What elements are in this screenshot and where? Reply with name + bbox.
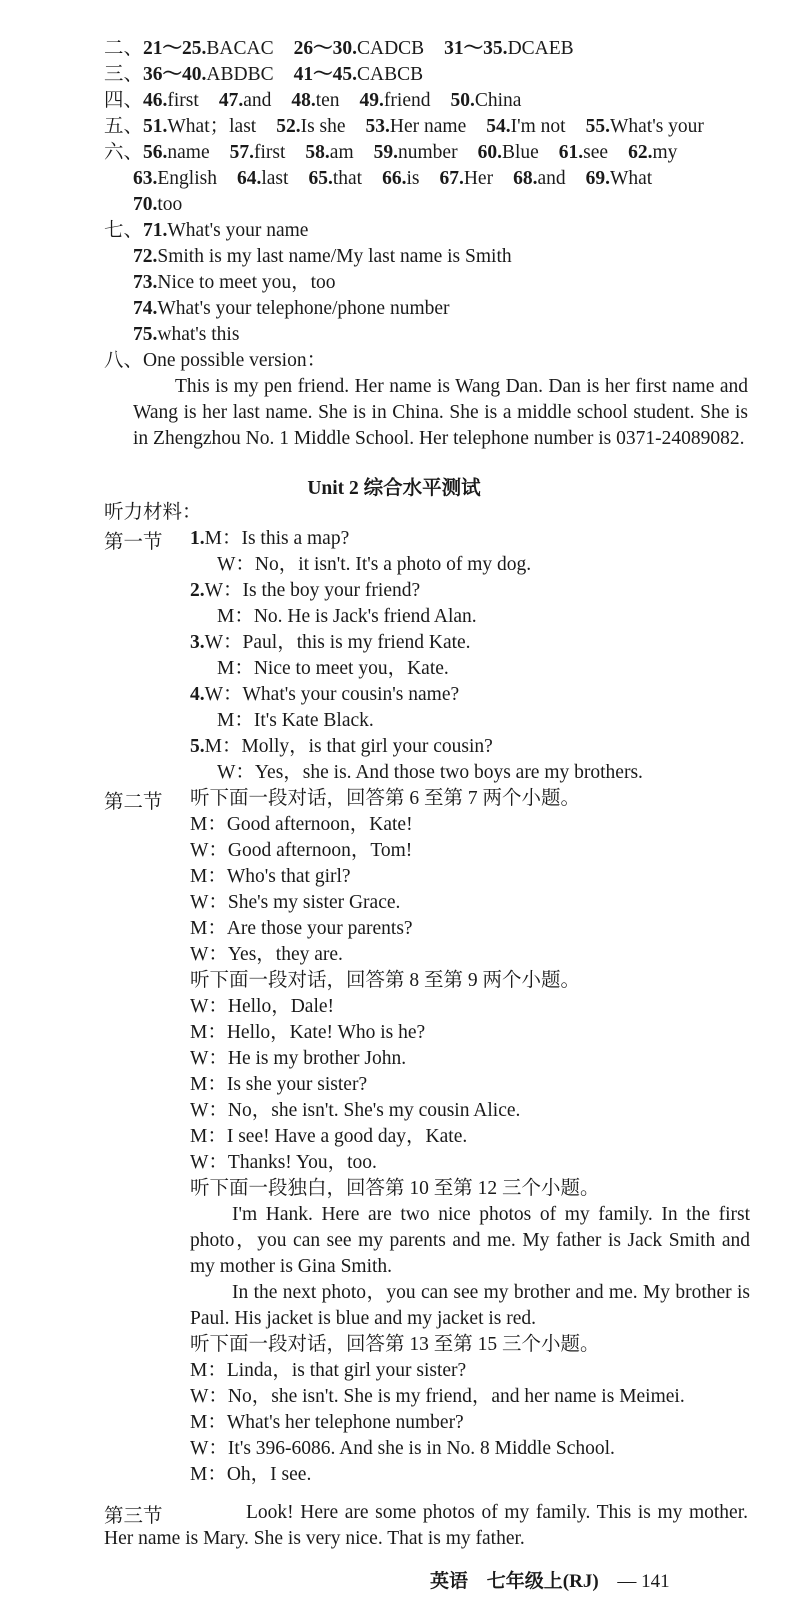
answer-item — [219, 90, 272, 111]
dialogue-line: W：It's 396-6086. And she is in No. 8 Middle School. — [190, 1438, 615, 1459]
dialogue-text: W：Paul，this is my friend Kate. — [204, 632, 471, 653]
answer-item — [133, 194, 182, 215]
answer-text: what's this — [157, 324, 240, 345]
section-2-body — [190, 786, 754, 1488]
answer-item — [366, 116, 467, 137]
dialogue-text: M：Is this a map? — [204, 528, 350, 549]
question-number: 56. — [143, 142, 168, 163]
dialogue-line: W：Good afternoon，Tom! — [190, 840, 413, 861]
dialogue-line: M：What's her telephone number? — [190, 1412, 464, 1433]
answer-text: that — [332, 168, 363, 189]
question-number: 70. — [133, 194, 158, 215]
answer-text: What；last — [167, 116, 257, 137]
answer-item — [133, 272, 336, 293]
dialogue-text: W：What's your cousin's name? — [204, 684, 460, 705]
answer-row — [104, 36, 764, 62]
question-number: 49. — [359, 90, 384, 111]
answer-item — [143, 38, 274, 59]
dialogue-line: W：Hello，Dale! — [190, 996, 335, 1017]
answer-text: name — [167, 142, 210, 163]
dialogue-line: M：I see! Have a good day，Kate. — [190, 1126, 468, 1147]
section-label: 第三节 — [104, 1506, 163, 1527]
answer-text: and — [537, 168, 566, 189]
answer-row — [104, 270, 764, 296]
answer-item — [586, 168, 653, 189]
answer-item — [439, 168, 493, 189]
question-number: 58. — [305, 142, 330, 163]
dialogue-text: M：No. He is Jack's friend Alan. — [217, 606, 477, 627]
section-3-text: Look! Here are some photos of my family. This is my mother. Her name is Mary. She is very nice. That is my father. — [104, 1502, 748, 1549]
question-number: 75. — [133, 324, 158, 345]
dialogue-line: W：He is my brother John. — [190, 1048, 407, 1069]
dialogue-line: 听下面一段对话，回答第 13 至第 15 三个小题。 — [190, 1334, 600, 1355]
answer-text: Blue — [501, 142, 539, 163]
answer-text: China — [474, 90, 522, 111]
answer-item — [628, 142, 677, 163]
dialogue-line: W：She's my sister Grace. — [190, 892, 401, 913]
answer-text: number — [398, 142, 458, 163]
question-number: 62. — [628, 142, 653, 163]
answer-row — [104, 192, 764, 218]
question-number: 60. — [477, 142, 502, 163]
dialogue-line: M：Are those your parents? — [190, 918, 413, 939]
dialogue-line — [190, 604, 754, 630]
monologue-paragraph: In the next photo，you can see my brother and me. My brother is Paul. His jacket is blue and my jacket is red. — [190, 1282, 750, 1329]
section-1-body — [190, 526, 754, 786]
dialogue-line — [190, 734, 754, 760]
question-number: 52. — [276, 116, 301, 137]
question-number: 4. — [190, 684, 205, 705]
section-label: 第一节 — [104, 532, 163, 553]
answer-item — [305, 142, 353, 163]
dialogue-line — [190, 526, 754, 552]
answer-item — [486, 116, 565, 137]
dialogue-line: 听下面一段独白，回答第 10 至第 12 三个小题。 — [190, 1178, 600, 1199]
dialogue-line: M：Hello，Kate! Who is he? — [190, 1022, 426, 1043]
dialogue-line: M：Is she your sister? — [190, 1074, 368, 1095]
question-number: 65. — [308, 168, 333, 189]
answer-text: Is she — [300, 116, 346, 137]
answer-text: What's your telephone/phone number — [157, 298, 450, 319]
answer-text: first — [254, 142, 286, 163]
answer-item — [294, 38, 425, 59]
answer-text: friend — [383, 90, 431, 111]
dialogue-text: M：It's Kate Black. — [217, 710, 374, 731]
dialogue-line — [190, 682, 754, 708]
answer-text: I'm not — [510, 116, 566, 137]
answer-item — [237, 168, 288, 189]
page-number: — 141 — [617, 1571, 670, 1592]
question-number: 48. — [291, 90, 316, 111]
dialogue-line: W：No，she isn't. She is my friend，and her name is Meimei. — [190, 1386, 685, 1407]
answer-section-number: 七、 — [104, 220, 144, 241]
answer-item — [478, 142, 539, 163]
question-number: 47. — [218, 90, 244, 111]
answer-text: am — [329, 142, 354, 163]
question-number: 50. — [450, 90, 475, 111]
answer-item — [513, 168, 566, 189]
question-number: 5. — [190, 736, 205, 757]
dialogue-line — [190, 708, 754, 734]
answer-section-number: 二、 — [104, 38, 144, 59]
monologue — [190, 1202, 750, 1332]
answer-row — [104, 166, 764, 192]
sample-essay — [133, 374, 748, 452]
monologue-paragraph: I'm Hank. Here are two nice photos of my family. In the first photo，you can see my parents and me. My father is Jack Smith and my mother is Gina Smith. — [190, 1204, 750, 1277]
answer-text: last — [261, 168, 289, 189]
answer-item — [143, 350, 326, 371]
answer-text: ABDBC — [206, 64, 274, 85]
question-number: 64. — [236, 168, 262, 189]
answer-row — [104, 140, 764, 166]
dialogue-line: W：Yes，they are. — [190, 944, 343, 965]
answer-text: One possible version： — [143, 350, 327, 371]
dialogue-line: W：Thanks! You，too. — [190, 1152, 377, 1173]
question-number: 54. — [486, 116, 511, 137]
question-number: 53. — [365, 116, 390, 137]
answer-row — [104, 322, 764, 348]
answer-text: Nice to meet you，too — [157, 272, 336, 293]
answer-item — [143, 142, 210, 163]
question-number: 36～40. — [143, 64, 207, 85]
question-number: 51. — [143, 116, 168, 137]
answer-row — [104, 296, 764, 322]
question-number: 2. — [190, 580, 205, 601]
page-footer — [430, 1566, 670, 1593]
answer-item — [133, 168, 217, 189]
question-number: 72. — [133, 246, 158, 267]
answer-item — [559, 142, 608, 163]
answer-text: my — [652, 142, 678, 163]
answer-section-number: 三、 — [104, 64, 144, 85]
answer-item — [308, 168, 362, 189]
dialogue-line: 听下面一段对话，回答第 6 至第 7 两个小题。 — [190, 788, 581, 809]
question-number: 21～25. — [143, 38, 207, 59]
answer-item — [382, 168, 419, 189]
answer-item — [586, 116, 704, 137]
question-number: 61. — [558, 142, 584, 163]
dialogue-line — [190, 656, 754, 682]
answer-item — [374, 142, 458, 163]
dialogue-text: W：Is the boy your friend? — [204, 580, 421, 601]
dialogue-text: W：No，it isn't. It's a photo of my dog. — [217, 554, 532, 575]
answer-row — [104, 88, 764, 114]
answer-text: What — [609, 168, 653, 189]
dialogue-line: 听下面一段对话，回答第 8 至第 9 两个小题。 — [190, 970, 581, 991]
question-number: 74. — [133, 298, 158, 319]
answer-text: Her name — [389, 116, 467, 137]
answer-item — [360, 90, 431, 111]
essay-text: This is my pen friend. Her name is Wang Dan. Dan is her first name and Wang is her last name. She is in China. She is a middle school student. She is in Zhengzhou No. 1 Middle School. Her telephone number is 0371-24089082. — [133, 376, 748, 449]
answer-item — [444, 38, 573, 59]
answer-text: BACAC — [206, 38, 274, 59]
answer-section-number: 四、 — [104, 90, 144, 111]
section-3-body — [104, 1500, 748, 1552]
question-number: 55. — [585, 116, 610, 137]
answer-text: What's your name — [167, 220, 309, 241]
answer-row — [104, 348, 764, 374]
answer-section-number: 五、 — [104, 116, 144, 137]
dialogue-line: M：Good afternoon，Kate! — [190, 814, 413, 835]
section-label: 第二节 — [104, 792, 163, 813]
question-number: 73. — [133, 272, 158, 293]
dialogue-line: M：Oh，I see. — [190, 1464, 312, 1485]
answer-row — [104, 218, 764, 244]
dialogue-line — [190, 552, 754, 578]
answer-text: first — [167, 90, 199, 111]
footer-subject: 英语 — [430, 1571, 469, 1592]
answer-text: too — [157, 194, 183, 215]
question-number: 57. — [229, 142, 254, 163]
answer-text: is — [406, 168, 420, 189]
dialogue-line: M：Linda，is that girl your sister? — [190, 1360, 467, 1381]
question-number: 46. — [143, 90, 168, 111]
answer-text: see — [583, 142, 609, 163]
dialogue-line — [190, 630, 754, 656]
answer-key — [104, 36, 764, 374]
answer-item — [291, 90, 339, 111]
answer-item — [230, 142, 286, 163]
listening-label: 听力材料： — [104, 502, 202, 523]
question-number: 41～45. — [293, 64, 357, 85]
answer-text: Smith is my last name/My last name is Smith — [157, 246, 512, 267]
question-number: 67. — [439, 168, 464, 189]
answer-text: and — [243, 90, 272, 111]
answer-text: CABCB — [356, 64, 424, 85]
answer-text: DCAEB — [507, 38, 574, 59]
answer-text: CADCB — [356, 38, 425, 59]
answer-section-number: 八、 — [104, 350, 144, 371]
question-number: 71. — [143, 220, 168, 241]
dialogue-line: M：Who's that girl? — [190, 866, 351, 887]
unit-heading: Unit 2 综合水平测试 — [307, 478, 481, 499]
answer-row — [104, 62, 764, 88]
question-number: 69. — [585, 168, 610, 189]
dialogue-line — [190, 578, 754, 604]
answer-item — [143, 220, 308, 241]
answer-item — [133, 246, 512, 267]
dialogue-line — [190, 760, 754, 786]
answer-item — [143, 90, 199, 111]
question-number: 26～30. — [293, 38, 357, 59]
dialogue-line: W：No，she isn't. She's my cousin Alice. — [190, 1100, 521, 1121]
answer-item — [143, 116, 256, 137]
answer-text: English — [157, 168, 217, 189]
answer-row — [104, 114, 764, 140]
question-number: 3. — [190, 632, 205, 653]
answer-item — [294, 64, 424, 85]
dialogue-text: W：Yes，she is. And those two boys are my brothers. — [217, 762, 643, 783]
question-number: 63. — [133, 168, 158, 189]
answer-item — [450, 90, 521, 111]
answer-text: ten — [315, 90, 340, 111]
answer-item — [133, 324, 239, 345]
dialogue-text: M：Nice to meet you，Kate. — [217, 658, 449, 679]
answer-text: Her — [463, 168, 494, 189]
footer-grade: 七年级上(RJ) — [486, 1571, 599, 1592]
question-number: 66. — [382, 168, 407, 189]
dialogue-text: M：Molly，is that girl your cousin? — [204, 736, 493, 757]
answer-text: What's your — [609, 116, 704, 137]
answer-row — [104, 244, 764, 270]
question-number: 31～35. — [444, 38, 508, 59]
answer-item — [276, 116, 345, 137]
answer-item — [133, 298, 450, 319]
answer-item — [143, 64, 274, 85]
question-number: 1. — [190, 528, 205, 549]
question-number: 59. — [373, 142, 398, 163]
answer-section-number: 六、 — [104, 142, 144, 163]
question-number: 68. — [513, 168, 538, 189]
